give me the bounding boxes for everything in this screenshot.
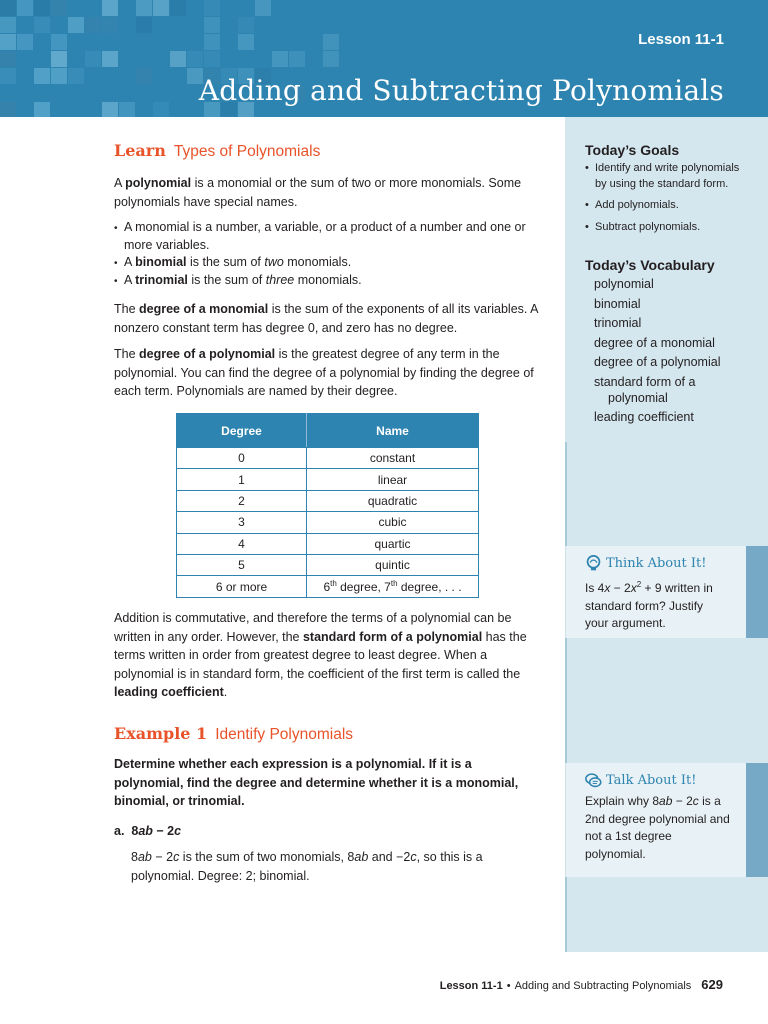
banner-tile [323,51,339,67]
footer-title: Adding and Subtracting Polynomials [514,980,692,992]
table-cell: 6 or more [177,576,307,597]
page-number: 629 [701,977,723,992]
table-row [177,512,479,533]
banner-tile [0,34,16,50]
callout-edge [746,546,768,638]
learn-topic: Types of Polynomials [173,143,321,160]
banner-tile [85,51,101,67]
table-cell: quintic [307,554,479,575]
banner-tile [136,0,152,16]
speech-bubbles-icon [585,772,602,789]
example-instructions: Determine whether each expression is a polynomial. If it is a polynomial, find the degree and determine whether it is a monomial, binomial, or trinomial. [114,757,519,808]
banner-tile [187,51,203,67]
callout-title: Talk About It! [606,773,697,788]
banner-tile [255,0,271,16]
lightbulb-icon [585,555,602,572]
table-cell: 2 [177,490,307,511]
degree-of-polynomial-paragraph: The degree of a polynomial is the greatest degree of any term in the polynomial. You can find the degree of a polynomial by finding the degree of each term. Polynomials are named by their degree. [114,347,534,398]
table-row [177,448,479,469]
banner-tile [153,102,169,117]
callout-body: Explain why 8ab − 2c is a 2nd degree polynomial and not a 1st degree polynomial. [585,794,730,861]
banner-tile [34,17,50,33]
polynomial-definition: A polynomial is a monomial or the sum of two or more monomials. Some polynomials have special names. [114,176,522,209]
vocab-item[interactable]: degree of a monomial [594,335,715,350]
table-header-row [177,414,479,448]
banner-tile [153,0,169,16]
list-item: • A trinomial is the sum of three monomials. [114,272,529,290]
banner-tile [119,102,135,117]
banner-tile [0,51,16,67]
footer-separator: • [506,980,511,992]
callout-heading [585,555,706,572]
table-cell: 6th degree, 7th degree, . . . [307,576,479,597]
banner-tile [204,34,220,50]
banner-tile [34,102,50,117]
table-cell: quadratic [307,490,479,511]
banner-tile [272,51,288,67]
banner-tile [51,51,67,67]
banner-tile [102,102,118,117]
footer-lesson: Lesson 11-1 [439,980,503,992]
banner-tile [17,0,33,16]
banner-tile [51,68,67,84]
header-banner [0,0,768,117]
table-cell: 3 [177,512,307,533]
banner-tile [34,68,50,84]
banner-tile [51,34,67,50]
table-row [177,554,479,575]
example-keyword: Example 1 [114,724,208,743]
polynomial-types-list [114,219,529,289]
page-footer [440,977,723,992]
column-header: Degree [177,414,307,448]
example-part-a: a. 8ab − 2c [114,824,182,838]
standard-form-paragraph: Addition is commutative, and therefore the terms of a polynomial can be written in any order. However, the standard form of a polynomial has the terms written in order from greatest degree to least degree. When a polynomial is in standard form, the coefficient of the first term is called the leading coefficient. [114,611,527,699]
example-heading [114,724,353,744]
banner-tile [102,0,118,16]
banner-tile [85,17,101,33]
banner-tile [323,34,339,50]
table-cell: 1 [177,469,307,490]
talk-about-it-callout [565,763,768,877]
list-item: • A monomial is a number, a variable, or a product of a number and one or more variables. [114,219,529,254]
degree-name-table [176,413,479,598]
banner-tile [0,0,16,16]
banner-tile [170,51,186,67]
banner-tile [17,34,33,50]
example-answer: 8ab − 2c is the sum of two monomials, 8ab and −2c, so this is a polynomial. Degree: 2; binomial. [131,850,483,883]
vocab-item[interactable]: standard form of a [594,374,696,389]
banner-tile [136,68,152,84]
goals-list [585,161,745,241]
goal-item: • Subtract polynomials. [585,220,745,236]
callout-heading [585,772,696,789]
goal-item: • Identify and write polynomials by using the standard form. [585,161,745,192]
vocab-item[interactable]: polynomial [594,277,654,291]
list-item: • A binomial is the sum of two monomials. [114,254,529,272]
lesson-tag: Lesson 11-1 [638,31,724,48]
banner-tile [204,51,220,67]
banner-tile [204,0,220,16]
table-row [177,533,479,554]
banner-tile [68,17,84,33]
banner-tile [289,51,305,67]
callout-title: Think About It! [606,556,707,571]
table-cell: constant [307,448,479,469]
vocab-item[interactable]: degree of a polynomial [594,355,721,369]
callout-edge [746,763,768,877]
table-cell: quartic [307,533,479,554]
banner-tile [34,0,50,16]
callout-body: Is $4x - 2x^2 + 9$ written in standard form? Justify your argument. [585,580,713,630]
table-row [177,576,479,597]
vocab-item[interactable]: leading coefficient [594,410,694,424]
vocab-item-continued[interactable]: polynomial [608,391,668,405]
table-cell: 0 [177,448,307,469]
banner-tile [102,17,118,33]
banner-tile [68,68,84,84]
banner-tile [0,102,16,117]
think-about-it-callout [565,546,768,638]
vocab-item[interactable]: binomial [594,296,641,311]
vocab-list [594,275,720,428]
banner-tile [204,17,220,33]
banner-tile [170,0,186,16]
table-cell: linear [307,469,479,490]
table-cell: cubic [307,512,479,533]
banner-tile [102,51,118,67]
banner-tile [0,68,16,84]
page-title: Adding and Subtracting Polynomials [198,74,724,107]
table-cell: 4 [177,533,307,554]
banner-tile [51,0,67,16]
table-row [177,490,479,511]
table-cell: 5 [177,554,307,575]
degree-of-monomial-paragraph: The degree of a monomial is the sum of the exponents of all its variables. A nonzero constant term has degree 0, and zero has no degree. [114,302,538,335]
goals-title: Today’s Goals [585,142,680,158]
learn-keyword: Learn [114,141,166,160]
vocab-item[interactable]: trinomial [594,316,642,330]
banner-tile [0,17,16,33]
banner-tile [238,34,254,50]
vocab-title: Today’s Vocabulary [585,257,715,273]
banner-tile [136,17,152,33]
goal-item: • Add polynomials. [585,198,745,214]
column-header: Name [307,414,479,448]
banner-tile [238,17,254,33]
learn-heading [114,141,320,161]
example-topic: Identify Polynomials [215,726,354,743]
table-row [177,469,479,490]
